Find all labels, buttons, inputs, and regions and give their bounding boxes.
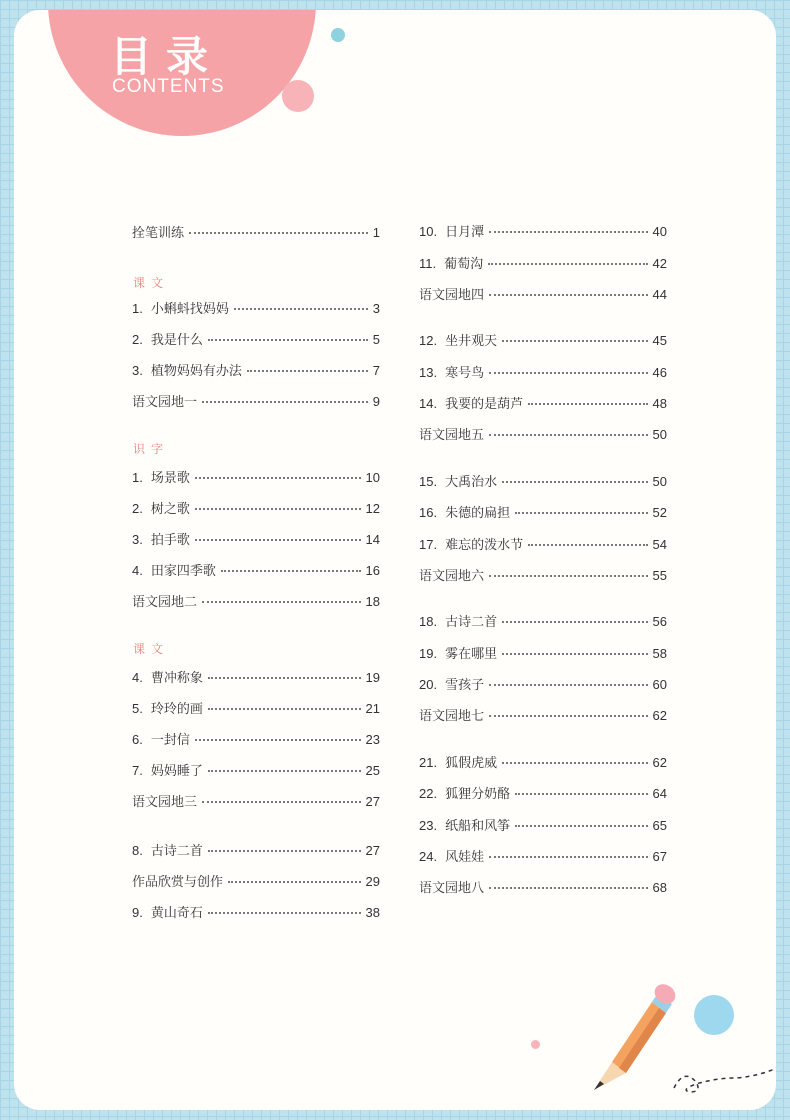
- dot-leader: [489, 231, 647, 233]
- toc-entry-number: 16.: [419, 505, 438, 520]
- toc-entry-label: [419, 674, 484, 693]
- toc-entry-label: [132, 298, 229, 317]
- toc-entry-label: [419, 611, 497, 630]
- toc-entry-title: 朱德的扁担: [445, 506, 511, 521]
- toc-entry-title: 场景歌: [150, 471, 190, 486]
- toc-entry-title: 难忘的泼水节: [445, 538, 524, 553]
- dot-leader: [221, 570, 361, 572]
- toc-entry-page: 55: [652, 568, 667, 583]
- toc-entry-page: 5: [372, 332, 380, 347]
- toc-entry-label: [419, 846, 484, 865]
- toc-entry-label: [132, 591, 197, 610]
- toc-entry-page: 29: [365, 874, 380, 889]
- toc-entry[interactable]: [419, 253, 667, 272]
- dot-leader: [208, 708, 361, 710]
- dot-leader: [208, 912, 361, 914]
- toc-entry-title: 语文园地四: [419, 288, 485, 303]
- toc-entry-title: 寒号鸟: [445, 366, 485, 381]
- toc-entry-title: 雾在哪里: [445, 647, 498, 662]
- toc-entry-title: 语文园地五: [419, 428, 485, 443]
- toc-entry-label: [132, 698, 203, 717]
- toc-entry-title: 玲玲的画: [150, 702, 203, 717]
- toc-entry[interactable]: [419, 565, 667, 584]
- toc-entry[interactable]: [419, 393, 667, 412]
- dot-leader: [502, 621, 647, 623]
- toc-entry-label: [132, 329, 203, 348]
- dot-leader: [489, 887, 648, 889]
- dot-leader: [515, 793, 647, 795]
- toc-entry-number: 4.: [132, 563, 143, 578]
- toc-entry-title: 古诗二首: [150, 844, 203, 859]
- dot-leader: [208, 339, 368, 341]
- dot-leader: [502, 762, 647, 764]
- toc-entry-page: 19: [365, 670, 380, 685]
- dot-leader: [195, 539, 361, 541]
- toc-entry-page: 67: [652, 849, 667, 864]
- toc-entry-page: 42: [652, 256, 667, 271]
- dot-leader: [489, 372, 647, 374]
- toc-entry-page: 58: [652, 646, 667, 661]
- page-title: 目录: [110, 32, 223, 81]
- toc-entry[interactable]: [132, 298, 380, 317]
- dot-leader: [234, 308, 368, 310]
- toc-entry[interactable]: [419, 846, 667, 865]
- toc-entry[interactable]: [132, 529, 380, 548]
- toc-entry[interactable]: [419, 705, 667, 724]
- dot-leader: [528, 544, 647, 546]
- toc-entry[interactable]: [419, 783, 667, 802]
- toc-entry-page: 27: [365, 794, 380, 809]
- toc-entry-label: [419, 705, 484, 724]
- toc-entry[interactable]: [132, 729, 380, 748]
- toc-entry[interactable]: [419, 674, 667, 693]
- toc-entry[interactable]: [132, 698, 380, 717]
- toc-entry-label: [419, 752, 497, 771]
- toc-entry-page: 23: [365, 732, 380, 747]
- toc-entry-page: 68: [652, 880, 667, 895]
- toc-entry-label: [419, 502, 510, 521]
- toc-entry-label: [419, 330, 497, 349]
- toc-entry-number: 22.: [419, 786, 438, 801]
- toc-entry-number: 18.: [419, 614, 438, 629]
- toc-entry-title: 小蝌蚪找妈妈: [150, 302, 229, 317]
- toc-entry-label: [132, 360, 242, 379]
- toc-entry-page: 50: [652, 474, 667, 489]
- toc-entry-title: 语文园地三: [132, 795, 198, 810]
- toc-entry[interactable]: [419, 330, 667, 349]
- pencil-icon: [574, 980, 776, 1100]
- toc-entry-label: [132, 902, 203, 921]
- decor-dot: [531, 1040, 540, 1049]
- toc-entry-page: 18: [365, 594, 380, 609]
- toc-entry-title: 植物妈妈有办法: [150, 364, 242, 379]
- toc-entry[interactable]: [132, 902, 380, 921]
- toc-entry-number: 24.: [419, 849, 438, 864]
- toc-entry-page: 54: [652, 537, 667, 552]
- toc-entry-page: 10: [365, 470, 380, 485]
- toc-entry-label: [419, 284, 484, 303]
- toc-entry-page: 60: [652, 677, 667, 692]
- toc-entry-title: 我要的是葫芦: [445, 397, 524, 412]
- toc-entry[interactable]: [132, 791, 380, 810]
- toc-entry-page: 50: [652, 427, 667, 442]
- toc-entry-label: [132, 760, 203, 779]
- toc-entry-title: 黄山奇石: [150, 906, 203, 921]
- toc-entry[interactable]: [419, 611, 667, 630]
- toc-entry[interactable]: [419, 643, 667, 662]
- dot-leader: [247, 370, 368, 372]
- toc-entry-label: [132, 791, 197, 810]
- dot-leader: [489, 856, 647, 858]
- toc-entry-title: 语文园地七: [419, 709, 485, 724]
- toc-entry-title: 纸船和风筝: [445, 819, 511, 834]
- toc-entry-label: [419, 643, 497, 662]
- dot-leader: [502, 481, 647, 483]
- toc-entry-page: 45: [652, 333, 667, 348]
- toc-entry-label: [419, 471, 497, 490]
- toc-entry-page: 25: [365, 763, 380, 778]
- toc-entry-title: 狐假虎威: [445, 756, 498, 771]
- page-subtitle: CONTENTS: [112, 76, 225, 97]
- toc-entry-title: 一封信: [150, 733, 190, 748]
- toc-entry-number: 5.: [132, 701, 143, 716]
- toc-entry[interactable]: [419, 424, 667, 443]
- dot-leader: [208, 677, 361, 679]
- toc-entry-page: 27: [365, 843, 380, 858]
- toc-entry[interactable]: [419, 752, 667, 771]
- dot-leader: [195, 739, 361, 741]
- dot-leader: [515, 825, 647, 827]
- toc-entry-page: 3: [372, 301, 380, 316]
- toc-entry-number: 1.: [132, 301, 143, 316]
- toc-entry-title: 拍手歌: [150, 533, 190, 548]
- section-heading: 课文: [133, 642, 170, 656]
- toc-entry-label: [419, 534, 523, 553]
- toc-entry-title: 坐井观天: [445, 334, 498, 349]
- toc-entry[interactable]: [132, 467, 380, 486]
- toc-entry-number: 14.: [419, 396, 438, 411]
- toc-entry-title: 田家四季歌: [150, 564, 216, 579]
- toc-entry-page: 38: [365, 905, 380, 920]
- toc-entry[interactable]: [132, 498, 380, 517]
- dot-leader: [202, 401, 368, 403]
- toc-entry-number: 23.: [419, 818, 438, 833]
- toc-entry[interactable]: [132, 391, 380, 410]
- toc-entry[interactable]: [132, 591, 380, 610]
- dot-leader: [189, 232, 368, 234]
- toc-entry-page: 56: [652, 614, 667, 629]
- toc-entry-title: 作品欣赏与创作: [132, 875, 224, 890]
- toc-entry-number: 12.: [419, 333, 438, 348]
- toc-entry-label: [132, 840, 203, 859]
- dot-leader: [208, 770, 361, 772]
- toc-entry-page: 9: [372, 394, 380, 409]
- toc-entry-page: 12: [365, 501, 380, 516]
- dot-leader: [488, 263, 647, 265]
- toc-entry-number: 17.: [419, 537, 438, 552]
- toc-entry-page: 64: [652, 786, 667, 801]
- toc-entry-title: 曹冲称象: [150, 671, 203, 686]
- section-heading: 课文: [133, 276, 170, 290]
- toc-entry-number: 3.: [132, 532, 143, 547]
- toc-entry-label: [419, 393, 523, 412]
- toc-entry-label: [419, 565, 484, 584]
- toc-entry-number: 4.: [132, 670, 143, 685]
- toc-entry-number: 1.: [132, 470, 143, 485]
- dot-leader: [502, 653, 647, 655]
- toc-entry[interactable]: [419, 362, 667, 381]
- toc-entry-label: [132, 529, 190, 548]
- toc-entry-number: 20.: [419, 677, 438, 692]
- toc-entry-number: 3.: [132, 363, 143, 378]
- toc-entry[interactable]: [132, 222, 380, 241]
- toc-entry-page: 40: [652, 224, 667, 239]
- toc-entry-number: 2.: [132, 332, 143, 347]
- toc-entry[interactable]: [419, 284, 667, 303]
- toc-entry-label: [419, 877, 484, 896]
- decor-dot: [282, 80, 314, 112]
- toc-entry-page: 1: [372, 225, 380, 240]
- toc-entry[interactable]: [419, 221, 667, 240]
- toc-entry-number: 2.: [132, 501, 143, 516]
- toc-entry-title: 狐狸分奶酪: [445, 787, 511, 802]
- toc-entry-number: 6.: [132, 732, 143, 747]
- toc-entry-title: 雪孩子: [445, 678, 485, 693]
- toc-entry-page: 14: [365, 532, 380, 547]
- toc-entry-number: 19.: [419, 646, 438, 661]
- toc-entry-label: [132, 467, 190, 486]
- toc-entry-label: [132, 560, 216, 579]
- toc-entry-title: 语文园地二: [132, 595, 198, 610]
- dot-leader: [228, 881, 361, 883]
- dot-leader: [489, 434, 648, 436]
- toc-entry[interactable]: [419, 502, 667, 521]
- toc-entry[interactable]: [132, 840, 380, 859]
- toc-entry[interactable]: [132, 760, 380, 779]
- toc-entry-label: [132, 667, 203, 686]
- dot-leader: [489, 684, 647, 686]
- toc-entry-page: 62: [652, 755, 667, 770]
- toc-entry-title: 葡萄沟: [444, 257, 484, 272]
- dot-leader: [202, 601, 361, 603]
- dot-leader: [489, 715, 648, 717]
- toc-entry-number: 21.: [419, 755, 438, 770]
- toc-entry-label: [419, 424, 484, 443]
- dot-leader: [502, 340, 647, 342]
- toc-entry[interactable]: [132, 329, 380, 348]
- toc-page: [14, 10, 776, 1110]
- toc-entry-number: 8.: [132, 843, 143, 858]
- toc-entry-label: [419, 253, 483, 272]
- toc-entry[interactable]: [132, 667, 380, 686]
- toc-entry-page: 65: [652, 818, 667, 833]
- toc-entry-number: 13.: [419, 365, 438, 380]
- toc-entry-title: 大禹治水: [445, 475, 498, 490]
- toc-entry-title: 拴笔训练: [132, 226, 185, 241]
- dot-leader: [528, 403, 647, 405]
- dot-leader: [195, 508, 361, 510]
- toc-entry[interactable]: [419, 471, 667, 490]
- toc-entry-title: 语文园地一: [132, 395, 198, 410]
- toc-entry[interactable]: [419, 877, 667, 896]
- toc-entry-label: [132, 729, 190, 748]
- toc-entry[interactable]: [132, 871, 380, 890]
- toc-entry-label: [419, 362, 484, 381]
- toc-entry-label: [132, 391, 197, 410]
- toc-entry-number: 15.: [419, 474, 438, 489]
- toc-entry[interactable]: [419, 815, 667, 834]
- toc-entry-page: 21: [365, 701, 380, 716]
- toc-entry-number: 10.: [419, 224, 438, 239]
- toc-entry-page: 52: [652, 505, 667, 520]
- decor-dot: [331, 28, 345, 42]
- section-heading: 识字: [133, 442, 170, 456]
- dot-leader: [489, 294, 648, 296]
- toc-entry-title: 日月潭: [445, 225, 485, 240]
- toc-entry[interactable]: [419, 534, 667, 553]
- toc-entry-page: 62: [652, 708, 667, 723]
- toc-entry-page: 44: [652, 287, 667, 302]
- toc-entry-title: 风娃娃: [445, 850, 485, 865]
- toc-entry[interactable]: [132, 360, 380, 379]
- toc-entry-label: [132, 871, 223, 890]
- toc-entry-page: 7: [372, 363, 380, 378]
- toc-entry-page: 46: [652, 365, 667, 380]
- dot-leader: [489, 575, 648, 577]
- toc-entry-title: 我是什么: [150, 333, 203, 348]
- toc-entry[interactable]: [132, 560, 380, 579]
- toc-entry-page: 48: [652, 396, 667, 411]
- toc-entry-label: [419, 783, 510, 802]
- toc-entry-label: [419, 221, 484, 240]
- toc-entry-label: [132, 498, 190, 517]
- dot-leader: [202, 801, 361, 803]
- toc-entry-title: 树之歌: [150, 502, 190, 517]
- toc-entry-page: 16: [365, 563, 380, 578]
- toc-entry-label: [132, 222, 184, 241]
- toc-entry-title: 语文园地六: [419, 569, 485, 584]
- toc-entry-title: 语文园地八: [419, 881, 485, 896]
- dot-leader: [515, 512, 647, 514]
- toc-entry-title: 妈妈睡了: [150, 764, 203, 779]
- dot-leader: [208, 850, 361, 852]
- toc-entry-title: 古诗二首: [445, 615, 498, 630]
- toc-entry-label: [419, 815, 510, 834]
- toc-entry-number: 7.: [132, 763, 143, 778]
- toc-entry-number: 9.: [132, 905, 143, 920]
- toc-entry-number: 11.: [419, 256, 437, 271]
- dot-leader: [195, 477, 361, 479]
